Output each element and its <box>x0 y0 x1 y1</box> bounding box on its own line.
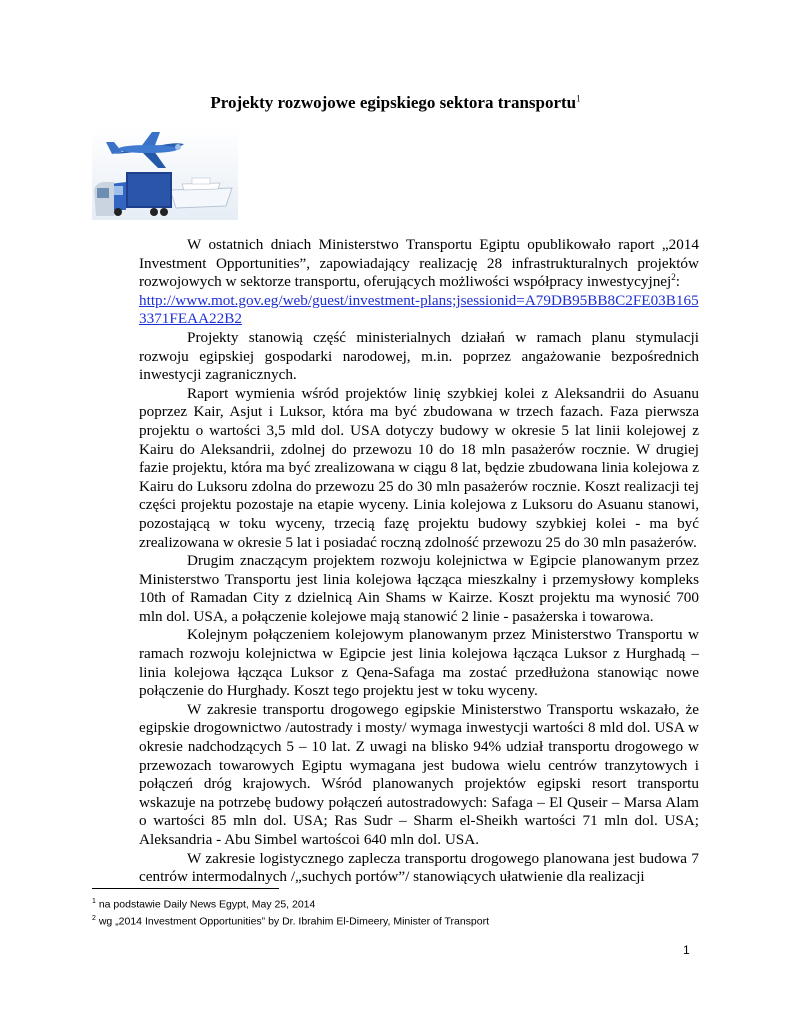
page-number: 1 <box>683 943 690 957</box>
footnote-text: wg „2014 Investment Opportunities” by Dr. Ibrahim El-Dimeery, Minister of Transport <box>98 915 490 927</box>
paragraph: W zakresie transportu drogowego egipskie Ministerstwo Transportu wskazało, że egipskie drogownictwo /autostrady i mosty/ wymaga inwestycji wartości 8 mld dol. USA w okresie nadchodzących 5 – 10 lat. Z uwagi na blisko 94% udział transportu drogowego w przewozach towarowych Egiptu wymagana jest budowa wielu centrów tranzytowych i połączeń dróg krajowych. Wśród planowanych projektów egipski resort transportu wskazuje na potrzebę budowy połączeń autostradowych: Safaga – El Quseir – Marsa Alam o wartości 85 mln dol. USA; Ras Sudr – Sharm el-Sheikh wartości 71 mln dol. USA; Aleksandria - Abu Simbel wartoścoi 640 mln dol. USA. <box>139 700 699 848</box>
footnotes <box>92 895 489 928</box>
intro-text: W ostatnich dniach Ministerstwo Transportu Egiptu opublikowało raport „2014 Investment Opportunities”, zapowiadający realizację 28 infrastrukturalnych projektów rozwojowych w sektorze transportu, oferujących możliwości współpracy inwestycyjnej <box>139 236 699 291</box>
title-text: Projekty rozwojowe egipskiego sektora transportu <box>210 93 577 112</box>
intro-colon: : <box>675 273 680 291</box>
intro-paragraph <box>139 236 699 329</box>
main-text <box>139 236 699 887</box>
paragraph: W zakresie logistycznego zaplecza transportu drogowego planowana jest budowa 7 centrów intermodalnych /„suchych portów”/ stanowiących ułatwienie dla realizacji <box>139 849 699 886</box>
title-footnote-ref[interactable]: 1 <box>576 93 581 104</box>
paragraph: Raport wymienia wśród projektów linię szybkiej kolei z Aleksandrii do Asuanu poprzez Kair, Asjut i Luksor, która ma być zbudowana w trzech fazach. Faza pierwsza projektu o wartości 3,5 mld dol. USA dotyczy budowy w okresie 5 lat linii kolejowej z Kairu do Aleksandrii, zdolnej do przewozu 10 do 18 mln pasażerów rocznie. W drugiej fazie projektu, która ma być zrealizowana w ciągu 8 lat, będzie zbudowana linia kolejowa z Kairu do Luksoru zdolna do przewozu 25 do 30 mln pasażerów rocznie. Koszt realizacji tej części projektu pozostaje na etapie wyceny. Linia kolejowa z Luksoru do Asuanu stanowi, pozostającą w toku wyceny, trzecią fazę projektu budowy szybkiej kolei - ma być zrealizowana w okresie 5 lat i posiadać roczną zdolność przewozu 25 do 30 mln pasażerów. <box>139 384 699 551</box>
intro-footnote-ref[interactable]: 2 <box>671 272 676 283</box>
footnote-separator <box>92 888 279 889</box>
footnote-number: 2 <box>92 914 96 922</box>
transport-collage-icon <box>92 128 238 220</box>
page-title <box>0 93 791 113</box>
paragraph: Projekty stanowią część ministerialnych działań w ramach planu stymulacji rozwoju egipskiej gospodarki narodowej, m.in. poprzez angażowanie bezpośrednich inwestycji zagranicznych. <box>139 328 699 384</box>
footnote-text: na podstawie Daily News Egypt, May 25, 2014 <box>98 898 316 911</box>
footnote-item <box>92 895 489 912</box>
paragraph: Drugim znaczącym projektem rozwoju kolejnictwa w Egipcie planowanym przez Ministerstwo Transportu jest linia kolejowa łącząca mieszkalny i przemysłowy kompleks 10th of Ramadan City z dzielnicą Ain Shams w Kairze. Koszt projektu ma wynosić 700 mln dol. USA, a połączenie kolejowe mają stanowić 2 linie - pasażerska i towarowa. <box>139 552 699 625</box>
paragraph: Kolejnym połączeniem kolejowym planowanym przez Ministerstwo Transportu w ramach rozwoju kolejnictwa w Egipcie jest linia kolejowa łącząca Luksor z Hurghadą – linia kolejowa łącząca Luksor z Qena-Safaga ma zostać przedłużona stanowiąc nowe połączenie do Hurghady. Koszt tego projektu jest w toku wyceny. <box>139 626 699 700</box>
ministry-link[interactable]: http://www.mot.gov.eg/web/guest/investment-plans;jsessionid=A79DB95BB8C2FE03B1653371FEAA22B2 <box>139 291 699 328</box>
footnote-number: 1 <box>92 898 96 905</box>
footnote-item <box>92 912 489 929</box>
